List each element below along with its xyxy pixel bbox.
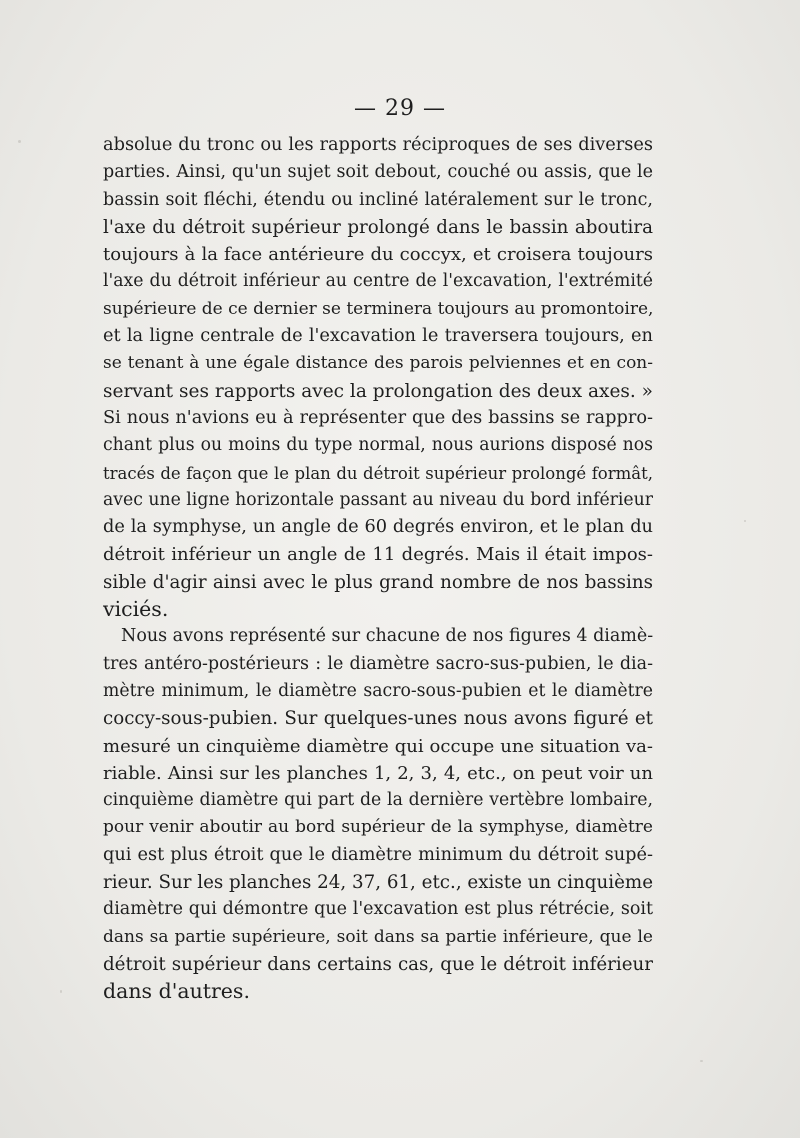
page-number: — 29 — [354,96,446,121]
text-line: l'axe du détroit inférieur au centre de l'excavation, l'extrémité [103,271,653,292]
text-line: détroit inférieur un angle de 11 degrés. Mais il était impos- [103,544,653,566]
paper-speck [18,140,21,143]
paper-speck [700,1060,703,1062]
text-line: et la ligne centrale de l'excavation le traversera toujours, en [103,326,653,347]
text-line: détroit supérieur dans certains cas, que le détroit inférieur [103,953,653,975]
text-line: Nous avons représenté sur chacune de nos figures 4 diamè- [121,626,653,647]
text-line: cinquième diamètre qui part de la dernière vertèbre lombaire, [103,790,653,811]
text-line: supérieure de ce dernier se terminera toujours au promontoire, [103,298,653,319]
body-text [103,132,653,1006]
text-line: de la symphyse, un angle de 60 degrés environ, et le plan du [103,517,653,538]
text-line: mètre minimum, le diamètre sacro-sous-pubien et le diamètre [103,680,653,701]
text-line: toujours à la face antérieure du coccyx, et croisera toujours [103,244,653,266]
text-line: viciés. [103,597,169,622]
text-line: servant ses rapports avec la prolongation des deux axes. » [103,380,653,402]
paragraph-1 [103,132,653,405]
text-line: pour venir aboutir au bord supérieur de la symphyse, diamètre [103,817,653,838]
text-line: parties. Ainsi, qu'un sujet soit debout, couché ou assis, que le [103,162,653,183]
text-line: bassin soit fléchi, étendu ou incliné latéralement sur le tronc, [103,189,653,210]
text-line: l'axe du détroit supérieur prolongé dans le bassin aboutira [103,216,653,238]
paragraph-2 [103,405,653,623]
text-line: avec une ligne horizontale passant au niveau du bord inférieur [103,489,653,510]
text-line: rieur. Sur les planches 24, 37, 61, etc., existe un cinquième [103,872,653,894]
paper-speck [744,520,746,522]
text-line: coccy-sous-pubien. Sur quelques-unes nous avons figuré et [103,708,653,730]
text-line: chant plus ou moins du type normal, nous aurions disposé nos [103,435,653,456]
text-line: sible d'agir ainsi avec le plus grand nombre de nos bassins [103,571,653,593]
text-line: absolue du tronc ou les rapports réciproques de ses diverses [103,135,653,155]
paragraph-3 [103,623,653,1005]
text-line: riable. Ainsi sur les planches 1, 2, 3, 4, etc., on peut voir un [103,762,653,784]
text-line: Si nous n'avions eu à représenter que des bassins se rappro- [103,407,653,428]
text-line: diamètre qui démontre que l'excavation est plus rétrécie, soit [103,899,653,920]
text-line: se tenant à une égale distance des parois pelviennes et en con- [103,353,653,374]
text-line: dans sa partie supérieure, soit dans sa partie inférieure, que le [103,926,653,947]
text-line: mesuré un cinquième diamètre qui occupe une situation va- [103,735,653,757]
text-line: tracés de façon que le plan du détroit supérieur prolongé formât, [103,463,653,483]
paper-speck [60,990,62,993]
text-line: tres antéro-postérieurs : le diamètre sacro-sus-pubien, le dia- [103,653,653,674]
text-line: qui est plus étroit que le diamètre minimum du détroit supé- [103,844,653,865]
text-line: dans d'autres. [103,979,250,1004]
